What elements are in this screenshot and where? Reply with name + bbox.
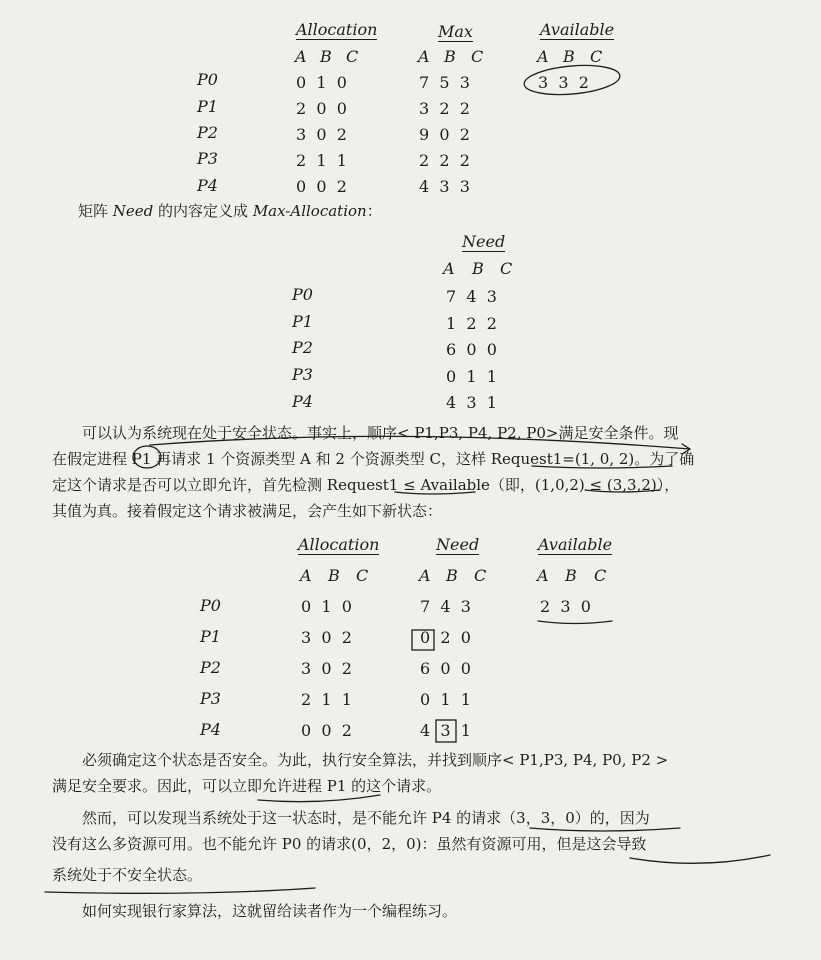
need-def-mid: 的内容定义成 <box>153 202 253 220</box>
row-label: P2 <box>292 338 313 357</box>
max-col-c: C <box>471 47 484 66</box>
para1-line: 在假定进程 P1 再请求 1 个资源类型 A 和 2 个资源类型 C，这样 Request1=(1, 0, 2)。为了确 <box>52 450 695 468</box>
max-cell: 4 3 3 <box>419 177 470 196</box>
row-label: P4 <box>197 176 218 195</box>
need-def-need: Need <box>112 202 154 220</box>
max-cell: 3 2 2 <box>419 99 470 118</box>
need-definition <box>78 198 382 224</box>
need-col-b: B <box>446 566 458 585</box>
need-col-a: A <box>443 259 455 278</box>
need-cell: 7 4 3 <box>420 597 471 616</box>
need-cell: 7 4 3 <box>446 287 497 306</box>
max-col-a: A <box>418 47 430 66</box>
need-cell: 4 3 1 <box>420 721 471 740</box>
para2-line: 必须确定这个状态是否安全。为此，执行安全算法，并找到顺序< P1,P3, P4, P0, P2 > <box>82 751 669 769</box>
allocation-cell: 3 0 2 <box>301 628 352 647</box>
need-cell: 1 2 2 <box>446 314 497 333</box>
row-label: P2 <box>197 123 218 142</box>
avail-col-c: C <box>590 47 603 66</box>
need-cell: 0 1 1 <box>446 367 497 386</box>
available-header: Available <box>538 535 613 554</box>
alloc-col-a: A <box>300 566 312 585</box>
alloc-col-a: A <box>295 47 307 66</box>
allocation-cell: 2 0 0 <box>296 99 347 118</box>
avail-col-b: B <box>565 566 577 585</box>
row-label: P0 <box>292 285 313 304</box>
alloc-col-c: C <box>356 566 369 585</box>
available-header: Available <box>540 20 615 39</box>
need-def-prefix: 矩阵 <box>78 202 113 220</box>
need-cell: 0 1 1 <box>420 690 471 709</box>
row-label: P1 <box>197 97 218 116</box>
alloc-col-b: B <box>320 47 332 66</box>
avail-col-a: A <box>537 566 549 585</box>
row-label: P4 <box>200 720 221 739</box>
allocation-cell: 2 1 1 <box>296 151 347 170</box>
para3-line: 然而，可以发现当系统处于这一状态时，是不能允许 P4 的请求（3，3，0）的，因为 <box>82 809 650 827</box>
para2-line: 满足安全要求。因此，可以立即允许进程 P1 的这个请求。 <box>52 777 442 795</box>
allocation-cell: 0 1 0 <box>296 73 347 92</box>
need-cell: 0 2 0 <box>420 628 471 647</box>
need-cell: 4 3 1 <box>446 393 497 412</box>
row-label: P1 <box>292 312 313 331</box>
alloc-col-c: C <box>346 47 359 66</box>
avail-col-b: B <box>563 47 575 66</box>
max-cell: 2 2 2 <box>419 151 470 170</box>
need-cell: 6 0 0 <box>420 659 471 678</box>
max-cell: 7 5 3 <box>419 73 470 92</box>
para1-line: 可以认为系统现在处于安全状态。事实上，顺序< P1,P3, P4, P2, P0>满足安全条件。现 <box>82 424 679 442</box>
available-underline-mark <box>538 621 612 624</box>
allocation-cell: 0 1 0 <box>301 597 352 616</box>
available-cell: 2 3 0 <box>540 597 591 616</box>
max-col-b: B <box>444 47 456 66</box>
row-label: P1 <box>200 627 221 646</box>
row-label: P4 <box>292 392 313 411</box>
para3-line: 系统处于不安全状态。 <box>52 866 203 884</box>
allocation-header: Allocation <box>296 20 378 39</box>
avail-col-a: A <box>537 47 549 66</box>
unsafe-underline-mark <box>45 888 315 893</box>
para1-line: 定这个请求是否可以立即允许，首先检测 Request1 ≤ Available（即，(1,0,2) ≤ (3,3,2)）， <box>52 476 680 494</box>
row-label: P0 <box>200 596 221 615</box>
allocation-cell: 2 1 1 <box>301 690 352 709</box>
allocation-cell: 3 0 2 <box>301 659 352 678</box>
allocation-header: Allocation <box>298 535 380 554</box>
need-col-a: A <box>419 566 431 585</box>
alloc-col-b: B <box>328 566 340 585</box>
need-col-b: B <box>472 259 484 278</box>
row-label: P3 <box>197 149 218 168</box>
available-cell: 3 3 2 <box>538 73 589 92</box>
max-header: Max <box>438 22 473 41</box>
need-header: Need <box>462 232 506 251</box>
allocation-cell: 0 0 2 <box>296 177 347 196</box>
need-header: Need <box>436 535 480 554</box>
allocation-cell: 0 0 2 <box>301 721 352 740</box>
need-cell: 6 0 0 <box>446 340 497 359</box>
paragraph-4: 如何实现银行家算法，这就留给读者作为一个编程练习。 <box>82 902 458 920</box>
need-col-c: C <box>474 566 487 585</box>
need-def-formula: Max-Allocation <box>252 202 367 220</box>
row-label: P0 <box>197 70 218 89</box>
row-label: P3 <box>292 365 313 384</box>
para3-line: 没有这么多资源可用。也不能允许 P0 的请求(0，2，0)：虽然有资源可用，但是这会导致 <box>52 835 647 853</box>
row-label: P3 <box>200 689 221 708</box>
para1-line: 其值为真。接着假定这个请求被满足，会产生如下新状态： <box>52 502 443 520</box>
cause-underline-mark <box>630 855 770 863</box>
need-col-c: C <box>500 259 513 278</box>
row-label: P2 <box>200 658 221 677</box>
avail-col-c: C <box>594 566 607 585</box>
max-cell: 9 0 2 <box>419 125 470 144</box>
allocation-cell: 3 0 2 <box>296 125 347 144</box>
need-def-suffix: ： <box>366 202 382 220</box>
